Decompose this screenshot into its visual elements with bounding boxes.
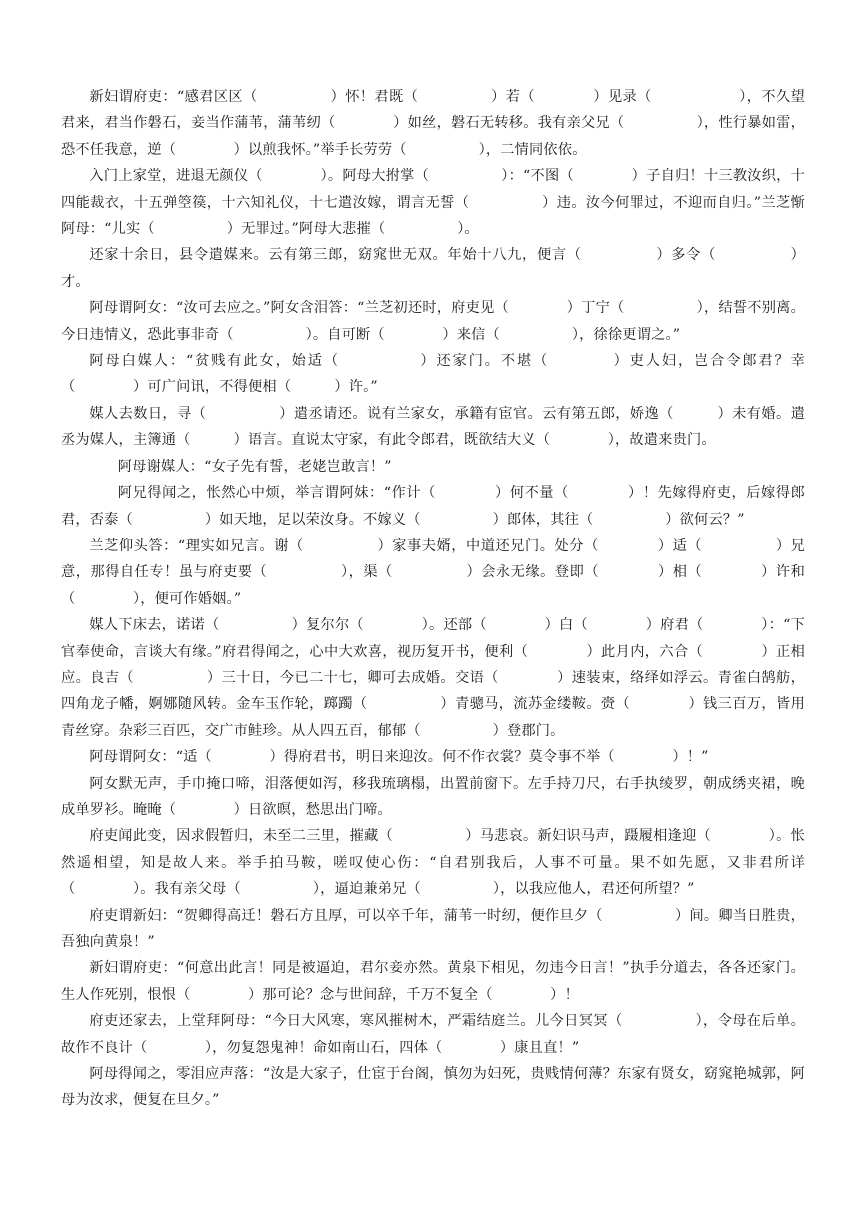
paragraph-13: 府吏闻此变，因求假暂归，未至二三里，摧藏（ ）马悲哀。新妇识马声，蹑履相逢迎（ ）。怅然遥相望，知是故人来。举手拍马鞍，嗟叹使心伤：“自君别我后，人事不可量。果不如先愿，又非君所详（ ）。我有亲父母（ ），逼迫兼弟兄（ ），以我应他人，君还何所望？”	[61, 828, 805, 898]
document-body	[61, 84, 805, 1114]
paragraph-12: 阿女默无声，手巾掩口啼，泪落便如泻，移我琉璃榻，出置前窗下。左手持刀尺，右手执绫罗，朝成绣夹裙，晚成单罗衫。晻晻（ ）日欲暝，愁思出门啼。	[61, 775, 805, 818]
paragraph-5: 阿母白媒人：“贫贱有此女，始适（ ）还家门。不堪（ ）吏人妇，岂合令郎君？幸（ ）可广问讯，不得便相（ ）许。”	[61, 353, 805, 396]
paragraph-9: 兰芝仰头答：“理实如兄言。谢（ ）家事夫婿，中道还兄门。处分（ ）适（ ）兄意，那得自任专！虽与府吏要（ ），渠（ ）会永无缘。登即（ ）相（ ）许和（ ），便可作婚姻。”	[61, 537, 805, 607]
paragraph-2: 入门上家堂，进退无颜仪（ ）。阿母大拊掌（ ）：“不图（ ）子自归！十三教汝织，十四能裁衣，十五弹箜篌，十六知礼仪，十七遣汝嫁，谓言无誓（ ）违。汝今何罪过，不迎而自归。”兰芝惭阿母：“儿实（ ）无罪过。”阿母大悲摧（ ）。	[61, 168, 805, 238]
paragraph-14: 府吏谓新妇：“贺卿得高迁！磐石方且厚，可以卒千年，蒲苇一时纫，便作旦夕（ ）间。卿当日胜贵，吾独向黄泉！”	[61, 907, 805, 950]
paragraph-7: 阿母谢媒人：“女子先有誓，老姥岂敢言！”	[117, 458, 392, 475]
paragraph-3: 还家十余日，县令遣媒来。云有第三郎，窈窕世无双。年始十八九，便言（ ）多令（ ）才。	[61, 247, 805, 290]
paragraph-6: 媒人去数日，寻（ ）遣丞请还。说有兰家女，承籍有宦官。云有第五郎，娇逸（ ）未有婚。遣丞为媒人，主簿通（ ）语言。直说太守家，有此令郎君，既欲结大义（ ），故遣来贵门。	[61, 405, 805, 449]
paragraph-8: 阿兄得闻之，怅然心中烦，举言谓阿妹：“作计（ ）何不量（ ）！先嫁得府吏，后嫁得郎君，否泰（ ）如天地，足以荣汝身。不嫁义（ ）郎体，其往（ ）欲何云？”	[61, 485, 805, 528]
paragraph-17: 阿母得闻之，零泪应声落：“汝是大家子，仕宦于台阁，慎勿为妇死，贵贱情何薄？东家有贤女，窈窕艳城郭，阿母为汝求，便复在旦夕。”	[61, 1066, 805, 1109]
paragraph-4: 阿母谓阿女：“汝可去应之。”阿女含泪答：“兰芝初还时，府吏见（ ）丁宁（ ），结誓不别离。今日违情义，恐此事非奇（ ）。自可断（ ）来信（ ），徐徐更谓之。”	[61, 300, 805, 343]
paragraph-15: 新妇谓府吏：“何意出此言！同是被逼迫，君尔妾亦然。黄泉下相见，勿违今日言！”执手分道去，各各还家门。生人作死别，恨恨（ ）那可论？念与世间辞，千万不复全（ ）！	[61, 960, 805, 1003]
paragraph-10: 媒人下床去，诺诺（ ）复尔尔（ ）。还部（ ）白（ ）府君（ ）：“下官奉使命，言谈大有缘。”府君得闻之，心中大欢喜，视历复开书，便利（ ）此月内，六合（ ）正相应。良吉（ ）三十日，今已二十七，卿可去成婚。交语（ ）速装束，络绎如浮云。青雀白鹄舫，四角龙子幡，婀娜随风转。金车玉作轮，踯躅（ ）青骢马，流苏金缕鞍。赍（ ）钱三百万，皆用青丝穿。杂彩三百匹，交广市鲑珍。从人四五百，郁郁（ ）登郡门。	[61, 617, 805, 739]
paragraph-11: 阿母谓阿女：“适（ ）得府君书，明日来迎汝。何不作衣裳？莫令事不举（ ）！”	[89, 749, 709, 766]
paragraph-16: 府吏还家去，上堂拜阿母：“今日大风寒，寒风摧树木，严霜结庭兰。儿今日冥冥（ ），令母在后单。故作不良计（ ），勿复怨鬼神！命如南山石，四体（ ）康且直！”	[61, 1013, 805, 1056]
paragraph-1: 新妇谓府吏：“感君区区（ ）怀！君既（ ）若（ ）见录（ ），不久望君来，君当作磐石，妾当作蒲苇，蒲苇纫（ ）如丝，磐石无转移。我有亲父兄（ ），性行暴如雷，恐不任我意，逆（ ）以煎我怀。”举手长劳劳（ ），二情同依依。	[61, 89, 805, 158]
